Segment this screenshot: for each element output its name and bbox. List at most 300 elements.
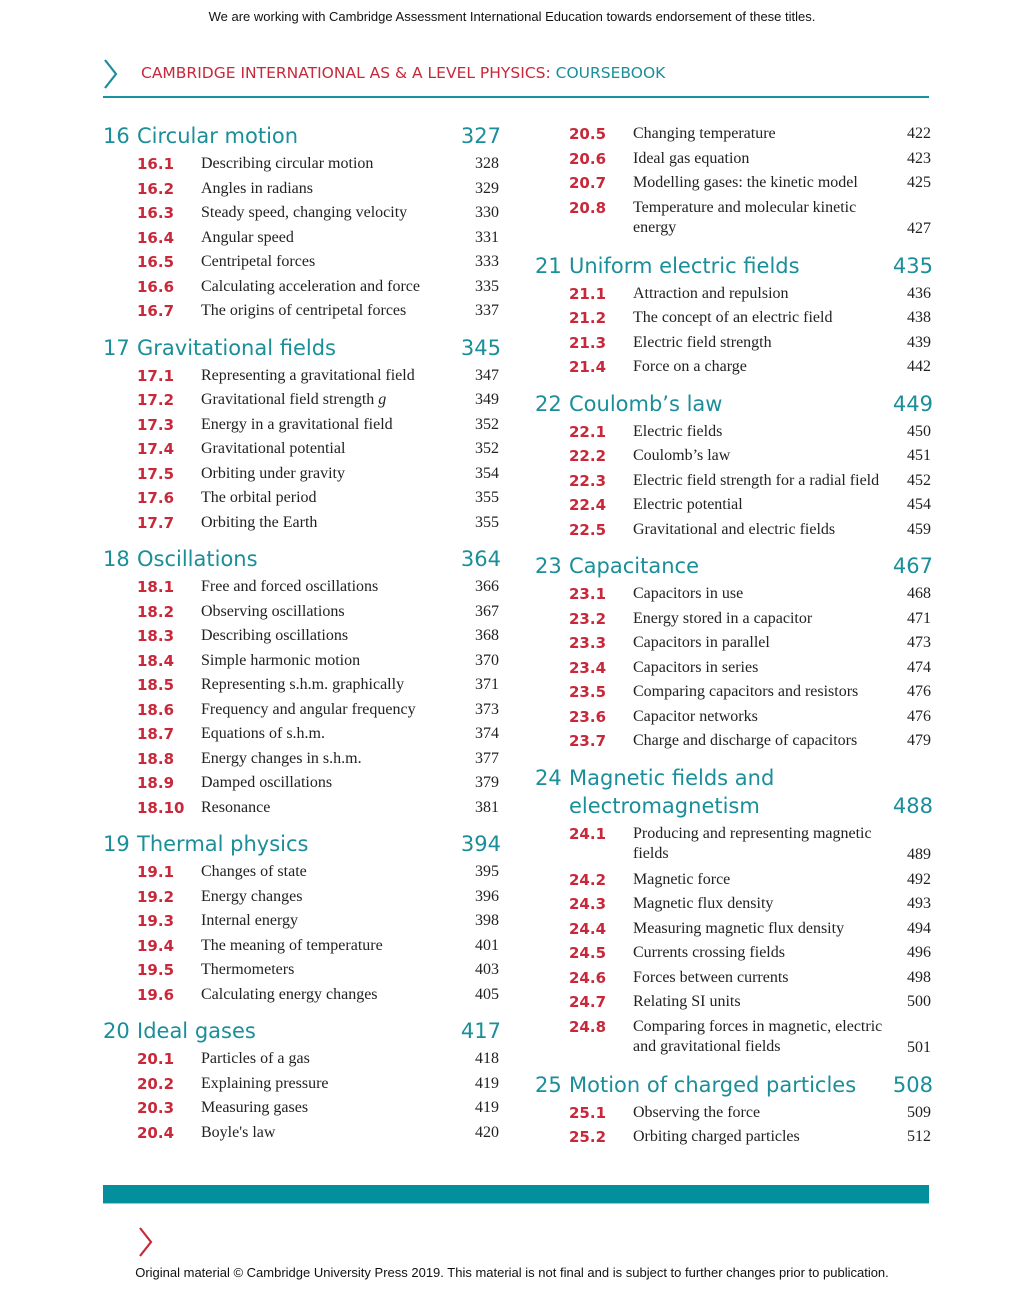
section-page: 333: [475, 253, 499, 270]
section-page: 373: [475, 700, 499, 718]
section-entry[interactable]: [103, 299, 499, 324]
section-entry[interactable]: [535, 966, 931, 991]
chapter-title: Capacitance: [569, 554, 699, 578]
section-page: 403: [475, 961, 499, 978]
book-title: [141, 64, 665, 82]
section-entry[interactable]: [103, 1096, 499, 1121]
section-entry[interactable]: [535, 147, 931, 172]
section-page: 329: [475, 179, 499, 197]
section-entry[interactable]: [103, 226, 499, 251]
section-number: 24.8: [569, 1017, 607, 1036]
section-number: 16.3: [137, 204, 175, 222]
section-title: Angles in radians: [201, 179, 313, 197]
section-page: 379: [475, 774, 499, 791]
section-entry[interactable]: [535, 892, 931, 917]
section-number: 18.8: [137, 749, 175, 768]
section-number: 18.2: [137, 602, 175, 621]
toc-left-column: [103, 122, 499, 1145]
section-entry[interactable]: [535, 122, 931, 147]
chevron-right-icon: [138, 1226, 154, 1258]
section-number: 20.7: [569, 174, 607, 192]
chapter-number: 23: [535, 554, 562, 578]
section-entry[interactable]: [535, 941, 931, 966]
section-title: Capacitor networks: [633, 707, 758, 725]
section-page: 459: [907, 520, 931, 538]
section-page: 337: [475, 302, 499, 319]
section-entry[interactable]: [535, 631, 931, 656]
chapter-title: Magnetic fields and electromagnetism: [569, 765, 775, 818]
section-title: Coulomb’s law: [633, 447, 731, 464]
section-entry[interactable]: [535, 1101, 931, 1126]
section-entry[interactable]: [103, 201, 499, 226]
section-page: 452: [907, 471, 931, 489]
section-page: 438: [907, 309, 931, 326]
section-page: 474: [907, 658, 931, 676]
section-page: 422: [907, 125, 931, 142]
section-number: 17.2: [137, 391, 175, 409]
section-page: 355: [475, 489, 499, 506]
section-title: Currents crossing fields: [633, 944, 785, 961]
section-number: 18.9: [137, 774, 175, 792]
chapter-page: 467: [892, 554, 933, 578]
section-title: Explaining pressure: [201, 1074, 329, 1092]
section-entry[interactable]: [103, 600, 499, 625]
chapter-page: 327: [460, 124, 501, 148]
section-title: Describing oscillations: [201, 627, 349, 644]
section-entry[interactable]: [535, 196, 931, 242]
section-page: 398: [475, 912, 499, 929]
chapter-number: 22: [535, 391, 562, 416]
section-entry[interactable]: [103, 747, 499, 772]
section-page: 381: [475, 798, 499, 816]
section-title: Particles of a gas: [201, 1050, 310, 1067]
section-page: 331: [475, 228, 499, 246]
section-page: 489: [907, 845, 931, 863]
chapter-page: 364: [460, 547, 501, 571]
section-entry[interactable]: [535, 306, 931, 331]
section-number: 17.6: [137, 489, 175, 507]
section-entry[interactable]: [535, 493, 931, 518]
toc-right-column: [535, 122, 931, 1150]
section-title: Equations of s.h.m.: [201, 725, 325, 742]
section-entry[interactable]: [103, 364, 499, 389]
section-page: 476: [907, 683, 931, 700]
section-number: 17.4: [137, 440, 175, 458]
section-entry[interactable]: [103, 983, 499, 1008]
section-title: Electric field strength for a radial field: [633, 471, 880, 489]
section-number: 19.6: [137, 985, 175, 1004]
symbol-g: g: [378, 391, 387, 408]
section-title: Internal energy: [201, 912, 298, 929]
section-number: 18.3: [137, 627, 175, 645]
section-page: 330: [475, 204, 499, 221]
chapter-heading[interactable]: [103, 1017, 499, 1045]
section-number: 23.5: [569, 683, 607, 701]
section-title: Centripetal forces: [201, 253, 316, 270]
section-page: 370: [475, 651, 499, 669]
section-number: 24.5: [569, 944, 607, 962]
section-entry[interactable]: [103, 152, 499, 177]
section-page: 368: [475, 627, 499, 644]
section-page: 493: [907, 895, 931, 912]
section-entry[interactable]: [535, 420, 931, 445]
section-number: 20.6: [569, 149, 607, 168]
section-entry[interactable]: [535, 469, 931, 494]
section-number: 16.7: [137, 302, 175, 320]
section-page: 509: [907, 1103, 931, 1121]
chapter-page: 394: [460, 832, 501, 856]
section-number: 17.7: [137, 513, 175, 532]
section-title: Relating SI units: [633, 993, 741, 1010]
section-page: 401: [475, 936, 499, 954]
section-title: Magnetic flux density: [633, 895, 774, 912]
section-number: 24.6: [569, 968, 607, 987]
section-title: Comparing forces in magnetic, electric and gravitational fields: [633, 1017, 883, 1055]
section-number: 22.4: [569, 496, 607, 514]
chapter-heading[interactable]: [103, 122, 499, 150]
section-page: 473: [907, 634, 931, 651]
section-number: 25.2: [569, 1128, 607, 1146]
section-page: 347: [475, 366, 499, 384]
section-number: 25.1: [569, 1103, 607, 1122]
section-number: 16.1: [137, 155, 175, 173]
section-entry[interactable]: [103, 250, 499, 275]
section-title: Energy changes: [201, 887, 303, 905]
section-title: Forces between currents: [633, 968, 789, 986]
section-number: 17.3: [137, 415, 175, 434]
section-title: Orbiting charged particles: [633, 1128, 800, 1145]
section-entry[interactable]: [535, 171, 931, 196]
section-page: 423: [907, 149, 931, 167]
section-page: 427: [907, 219, 931, 237]
section-title: Free and forced oscillations: [201, 578, 379, 595]
section-entry[interactable]: [103, 1072, 499, 1097]
section-page: 374: [475, 725, 499, 742]
section-number: 24.7: [569, 993, 607, 1011]
section-page: 396: [475, 887, 499, 905]
section-number: 20.5: [569, 125, 607, 143]
section-number: 22.5: [569, 520, 607, 539]
section-title: Gravitational field strength g: [201, 391, 387, 408]
section-number: 16.6: [137, 277, 175, 296]
section-title: Changes of state: [201, 863, 307, 880]
section-entry[interactable]: [103, 575, 499, 600]
section-title: Measuring magnetic flux density: [633, 919, 845, 937]
section-page: 454: [907, 496, 931, 513]
section-page: 501: [907, 1038, 931, 1056]
section-number: 24.2: [569, 870, 607, 889]
chapter-page: 417: [460, 1019, 501, 1043]
section-page: 405: [475, 985, 499, 1003]
section-page: 352: [475, 440, 499, 457]
section-number: 24.3: [569, 895, 607, 913]
section-entry[interactable]: [103, 909, 499, 934]
section-entry[interactable]: [103, 885, 499, 910]
section-number: 16.5: [137, 253, 175, 271]
chapter-number: 16: [103, 124, 130, 148]
chapter-title: Motion of charged particles: [569, 1072, 857, 1097]
chapter-page: 449: [892, 391, 933, 416]
section-number: 23.2: [569, 609, 607, 628]
section-title: Boyle's law: [201, 1123, 276, 1141]
section-page: 419: [475, 1074, 499, 1092]
section-entry[interactable]: [535, 822, 931, 868]
section-title: Energy changes in s.h.m.: [201, 749, 362, 767]
section-title: Producing and representing magnetic fields: [633, 824, 872, 862]
section-title: Attraction and repulsion: [633, 284, 789, 302]
section-title: Thermometers: [201, 961, 295, 978]
section-title: Temperature and molecular kinetic energy: [633, 198, 857, 236]
section-title: Changing temperature: [633, 125, 776, 142]
section-page: 395: [475, 863, 499, 880]
section-number: 22.3: [569, 471, 607, 490]
section-entry[interactable]: [103, 698, 499, 723]
section-entry[interactable]: [103, 722, 499, 747]
section-number: 24.1: [569, 824, 607, 843]
section-page: 498: [907, 968, 931, 986]
chapter-heading[interactable]: [535, 552, 931, 580]
section-number: 24.4: [569, 919, 607, 938]
section-number: 20.4: [137, 1123, 175, 1142]
section-title: Capacitors in parallel: [633, 634, 770, 651]
section-page: 436: [907, 284, 931, 302]
section-entry[interactable]: [535, 331, 931, 356]
section-number: 18.4: [137, 651, 175, 670]
section-title: The orbital period: [201, 489, 317, 506]
chapter-heading[interactable]: [535, 252, 931, 280]
section-title: Observing oscillations: [201, 602, 345, 620]
section-page: 419: [475, 1099, 499, 1116]
section-entry[interactable]: [535, 680, 931, 705]
section-entry[interactable]: [103, 649, 499, 674]
section-entry[interactable]: [535, 705, 931, 730]
section-title: Electric field strength: [633, 333, 772, 351]
section-title: Damped oscillations: [201, 774, 333, 791]
section-page: 479: [907, 732, 931, 749]
section-number: 23.3: [569, 634, 607, 652]
chapter-heading[interactable]: [103, 830, 499, 858]
section-number: 22.2: [569, 447, 607, 465]
chevron-right-icon: [103, 58, 119, 90]
section-title: Force on a charge: [633, 358, 747, 375]
section-entry[interactable]: [535, 282, 931, 307]
section-title: Angular speed: [201, 228, 294, 246]
section-page: 492: [907, 870, 931, 888]
section-entry[interactable]: [103, 771, 499, 796]
section-title: Observing the force: [633, 1103, 761, 1121]
chapter-heading[interactable]: [103, 334, 499, 362]
section-page: 355: [475, 513, 499, 531]
section-entry[interactable]: [103, 958, 499, 983]
section-title: The concept of an electric field: [633, 309, 833, 326]
chapter-title: Oscillations: [137, 547, 258, 571]
section-title: Calculating energy changes: [201, 985, 378, 1003]
section-entry[interactable]: [535, 1125, 931, 1150]
section-page: 468: [907, 585, 931, 602]
chapter-page: 488: [892, 793, 933, 818]
section-number: 18.1: [137, 578, 175, 596]
section-entry[interactable]: [535, 444, 931, 469]
book-title-main: CAMBRIDGE INTERNATIONAL AS & A LEVEL PHYSICS:: [141, 64, 551, 82]
section-title: Magnetic force: [633, 870, 731, 888]
section-page: 451: [907, 447, 931, 464]
section-entry[interactable]: [103, 934, 499, 959]
chapter-number: 21: [535, 253, 562, 278]
section-title: Frequency and angular frequency: [201, 700, 416, 718]
section-title: Measuring gases: [201, 1099, 309, 1116]
section-number: 19.4: [137, 936, 175, 955]
section-number: 23.7: [569, 732, 607, 750]
section-page: 352: [475, 415, 499, 433]
section-page: 512: [907, 1128, 931, 1145]
chapter-page: 508: [892, 1072, 933, 1097]
section-number: 20.2: [137, 1074, 175, 1093]
endorsement-note: We are working with Cambridge Assessment International Education towards endorsement of these titles.: [208, 9, 816, 24]
section-page: 418: [475, 1050, 499, 1067]
section-title: Representing a gravitational field: [201, 366, 415, 384]
section-title: Electric fields: [633, 422, 723, 440]
section-number: 20.8: [569, 198, 607, 217]
section-page: 442: [907, 358, 931, 375]
section-title: Steady speed, changing velocity: [201, 204, 408, 221]
section-title: Representing s.h.m. graphically: [201, 676, 405, 693]
section-page: 354: [475, 464, 499, 482]
section-entry[interactable]: [535, 355, 931, 380]
section-title: Orbiting under gravity: [201, 464, 345, 482]
chapter-number: 20: [103, 1019, 130, 1043]
section-title: Electric potential: [633, 496, 743, 513]
section-number: 17.5: [137, 464, 175, 483]
section-title: Energy in a gravitational field: [201, 415, 393, 433]
section-entry[interactable]: [103, 673, 499, 698]
section-title: Orbiting the Earth: [201, 513, 318, 531]
chapter-heading[interactable]: [535, 764, 931, 820]
section-title: Capacitors in series: [633, 658, 759, 676]
page-header: [103, 56, 929, 98]
section-page: 500: [907, 993, 931, 1010]
section-page: 476: [907, 707, 931, 725]
section-number: 18.10: [137, 798, 185, 817]
section-number: 19.2: [137, 887, 175, 906]
section-entry[interactable]: [535, 917, 931, 942]
section-number: 19.1: [137, 863, 175, 881]
section-entry[interactable]: [535, 990, 931, 1015]
section-page: 496: [907, 944, 931, 961]
section-entry[interactable]: [103, 275, 499, 300]
chapter-number: 19: [103, 832, 130, 856]
chapter-title: Ideal gases: [137, 1019, 256, 1043]
section-number: 16.2: [137, 179, 175, 198]
section-entry[interactable]: [103, 1121, 499, 1146]
section-title: Simple harmonic motion: [201, 651, 361, 669]
chapter-page: 345: [460, 335, 501, 360]
section-number: 18.7: [137, 725, 175, 743]
chapter-heading[interactable]: [535, 1071, 931, 1099]
chapter-number: 17: [103, 335, 130, 360]
section-page: 494: [907, 919, 931, 937]
section-number: 18.6: [137, 700, 175, 719]
section-entry[interactable]: [103, 177, 499, 202]
chapter-number: 24: [535, 765, 562, 790]
section-entry[interactable]: [103, 388, 499, 413]
section-entry[interactable]: [103, 437, 499, 462]
chapter-title: Coulomb’s law: [569, 391, 723, 416]
section-number: 23.6: [569, 707, 607, 726]
section-page: 377: [475, 749, 499, 767]
section-page: 471: [907, 609, 931, 627]
chapter-title: Uniform electric fields: [569, 253, 800, 278]
section-title: The meaning of temperature: [201, 936, 383, 954]
section-entry[interactable]: [103, 413, 499, 438]
chapter-page: 435: [892, 253, 933, 278]
section-entry[interactable]: [535, 582, 931, 607]
footer-bar: [103, 1185, 929, 1204]
section-page: 335: [475, 277, 499, 295]
section-title: The origins of centripetal forces: [201, 302, 407, 319]
book-title-type: COURSEBOOK: [555, 64, 666, 82]
section-entry[interactable]: [103, 1047, 499, 1072]
section-title: Capacitors in use: [633, 585, 744, 602]
section-entry[interactable]: [535, 1015, 931, 1061]
section-number: 21.4: [569, 358, 607, 376]
section-number: 21.2: [569, 309, 607, 327]
chapter-heading[interactable]: [103, 545, 499, 573]
section-entry[interactable]: [103, 624, 499, 649]
section-page: 349: [475, 391, 499, 408]
section-page: 425: [907, 174, 931, 191]
section-title: Gravitational and electric fields: [633, 520, 836, 538]
section-number: 19.5: [137, 961, 175, 979]
section-entry[interactable]: [103, 860, 499, 885]
section-page: 366: [475, 578, 499, 595]
section-title: Ideal gas equation: [633, 149, 750, 167]
section-page: 420: [475, 1123, 499, 1141]
section-number: 23.1: [569, 585, 607, 603]
section-title: Charge and discharge of capacitors: [633, 732, 858, 749]
section-number: 21.3: [569, 333, 607, 352]
section-page: 439: [907, 333, 931, 351]
section-entry[interactable]: [103, 796, 499, 821]
section-entry[interactable]: [103, 462, 499, 487]
section-title: Resonance: [201, 798, 271, 816]
chapter-title: Thermal physics: [137, 832, 309, 856]
chapter-number: 25: [535, 1072, 562, 1097]
section-title: Energy stored in a capacitor: [633, 609, 813, 627]
section-page: 450: [907, 422, 931, 440]
section-title: Describing circular motion: [201, 155, 374, 172]
section-number: 17.1: [137, 366, 175, 385]
section-entry[interactable]: [103, 511, 499, 536]
section-entry[interactable]: [535, 607, 931, 632]
section-number: 22.1: [569, 422, 607, 441]
section-title: Modelling gases: the kinetic model: [633, 174, 858, 191]
chapter-number: 18: [103, 547, 130, 571]
chapter-heading[interactable]: [535, 390, 931, 418]
section-page: 328: [475, 155, 499, 172]
section-title: Comparing capacitors and resistors: [633, 683, 859, 700]
section-entry[interactable]: [535, 518, 931, 543]
section-number: 20.3: [137, 1099, 175, 1117]
section-page: 371: [475, 676, 499, 693]
section-entry[interactable]: [535, 868, 931, 893]
section-entry[interactable]: [535, 729, 931, 754]
section-title: Calculating acceleration and force: [201, 277, 420, 295]
section-number: 18.5: [137, 676, 175, 694]
section-entry[interactable]: [103, 486, 499, 511]
chapter-title: Circular motion: [137, 124, 299, 148]
section-entry[interactable]: [535, 656, 931, 681]
chapter-title: Gravitational fields: [137, 335, 336, 360]
